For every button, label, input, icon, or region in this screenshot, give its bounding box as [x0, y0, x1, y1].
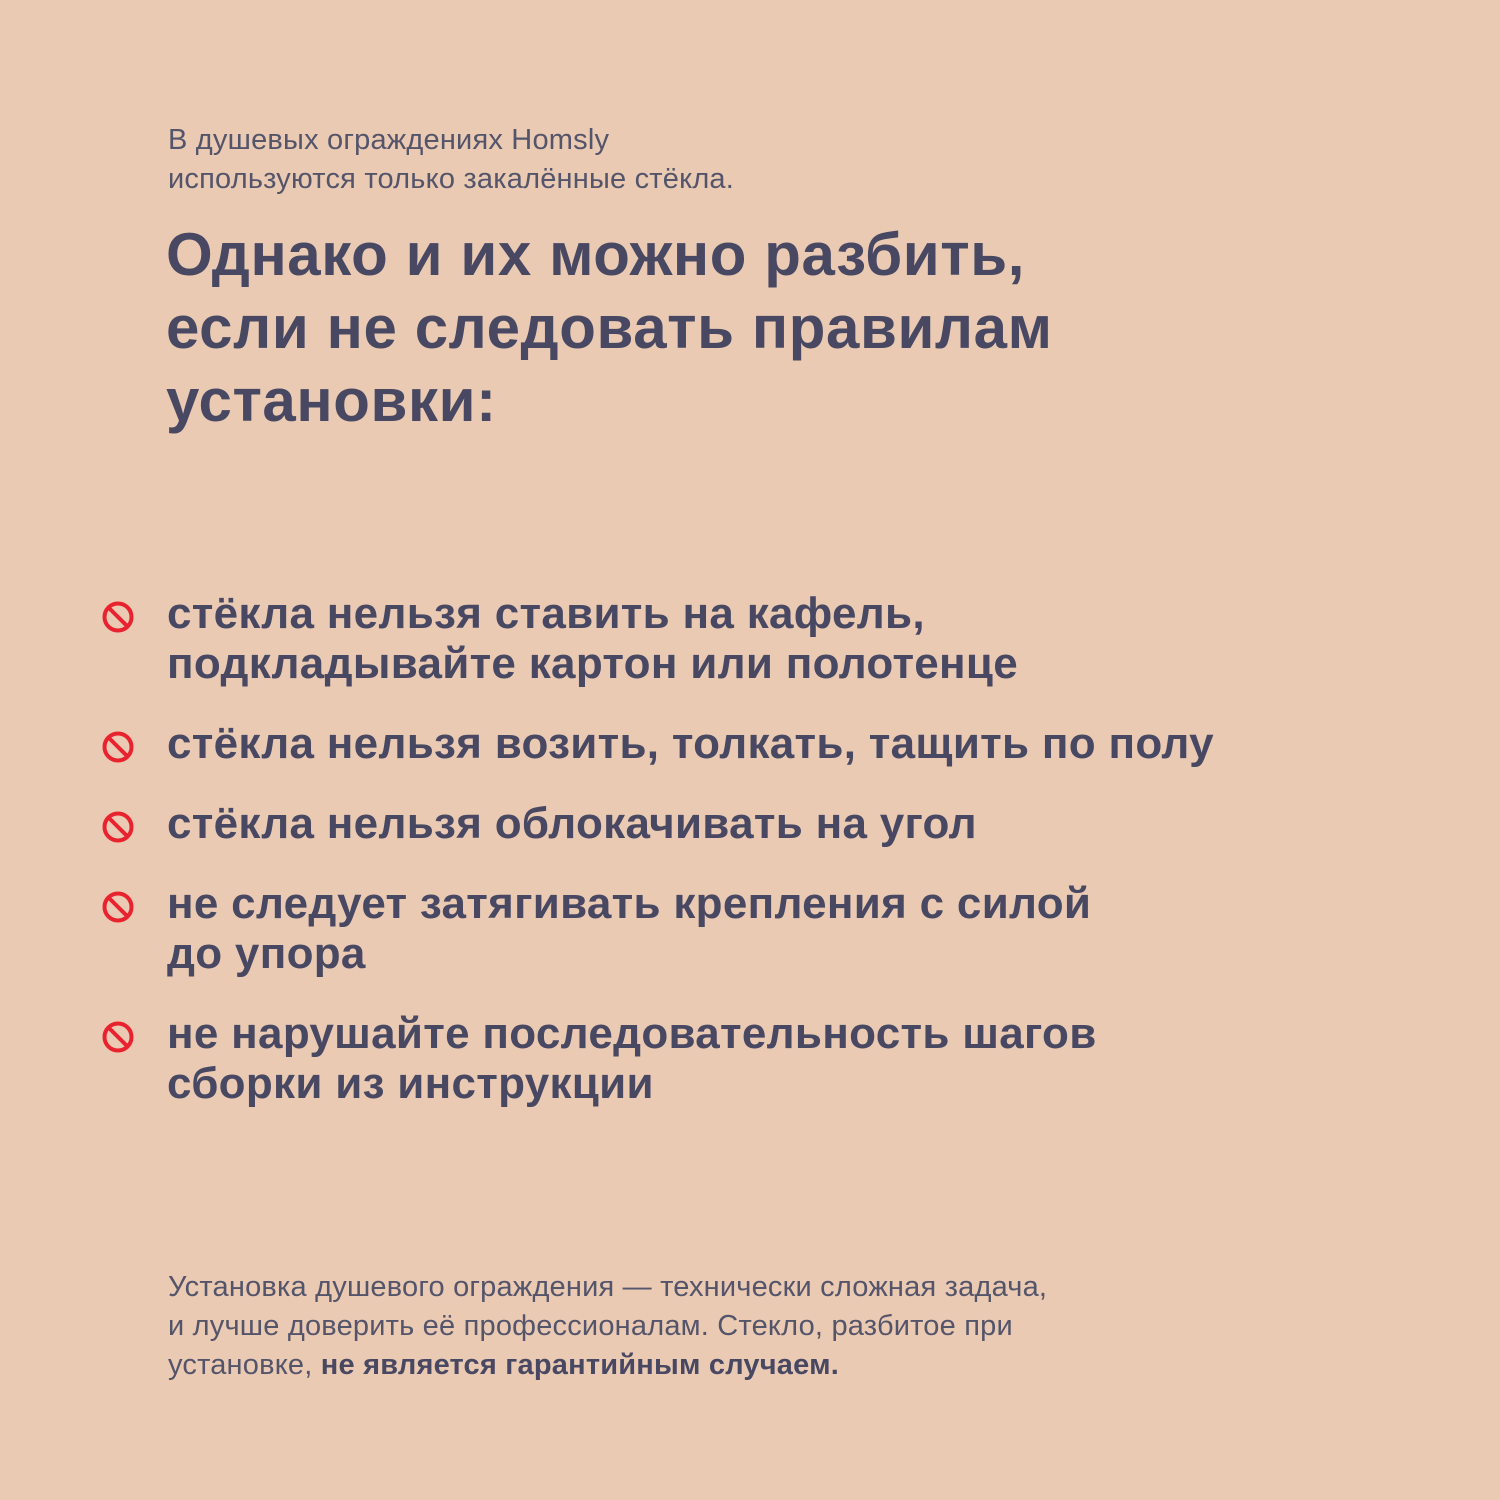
headline-line-1: Однако и их можно разбить, [166, 221, 1026, 288]
rule-text [167, 1009, 1467, 1109]
footer-line-3-regular: установке, [168, 1349, 321, 1381]
rule-text-line-2: сборки из инструкции [167, 1059, 654, 1108]
rule-text-line-1: стёкла нельзя облокачивать на угол [167, 799, 977, 848]
no-entry-icon [101, 600, 135, 634]
rule-text-line-1: не следует затягивать крепления с силой [167, 879, 1092, 928]
rule-text-line-1: стёкла нельзя возить, толкать, тащить по полу [167, 719, 1214, 768]
warranty-notice: не является гарантийным случаем. [320, 1349, 839, 1381]
footer-line-3 [168, 1346, 1418, 1385]
footer-note [168, 1268, 1418, 1385]
no-entry-icon [101, 890, 135, 924]
no-entry-icon [101, 810, 135, 844]
rule-text-line-2: подкладывайте картон или полотенце [167, 639, 1019, 688]
no-entry-icon [101, 1020, 135, 1054]
intro-line-2: используются только закалённые стёкла. [168, 163, 735, 195]
headline-line-3: установки: [166, 367, 497, 434]
rule-text-line-1: не нарушайте последовательность шагов [167, 1009, 1097, 1058]
rule-text-line-1: стёкла нельзя ставить на кафель, [167, 589, 925, 638]
no-entry-icon [101, 730, 135, 764]
footer-line-2: и лучше доверить её профессионалам. Стекло, разбитое при [168, 1310, 1013, 1342]
headline-line-2: если не следовать правилам [166, 294, 1053, 361]
intro-line-1: В душевых ограждениях Homsly [168, 124, 610, 156]
footer-line-1: Установка душевого ограждения — технически сложная задача, [168, 1271, 1048, 1303]
rule-text-line-2: до упора [167, 929, 366, 978]
rule-text [167, 879, 1467, 979]
rule-text [167, 799, 1467, 849]
rule-text [167, 719, 1467, 769]
rule-text [167, 589, 1467, 689]
